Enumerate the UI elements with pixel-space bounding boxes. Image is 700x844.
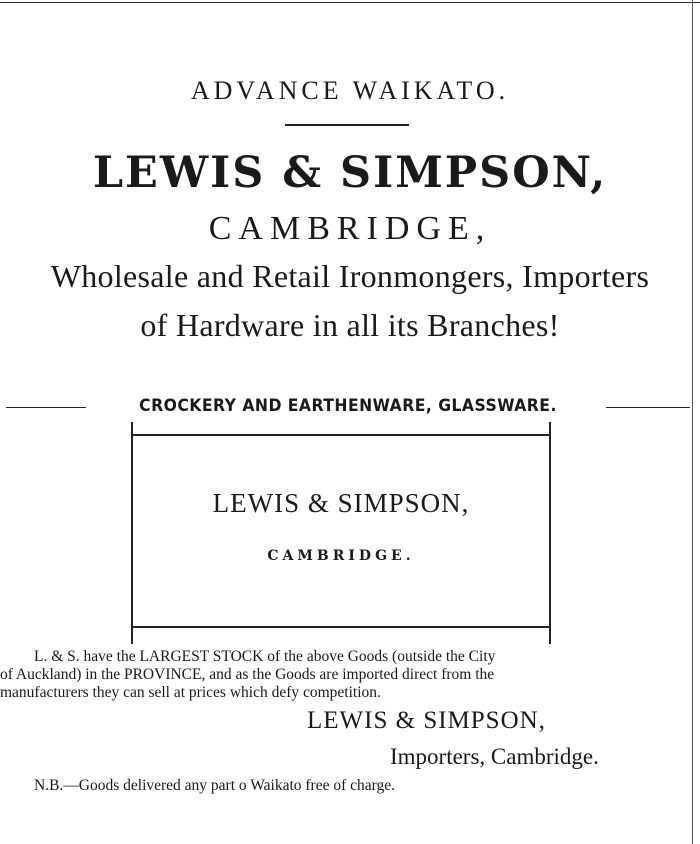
box-top-rule	[133, 434, 549, 436]
box-right-border	[549, 422, 551, 644]
signature-name: LEWIS & SIMPSON,	[307, 707, 546, 734]
goods-rule-right	[606, 407, 690, 408]
right-border-rule	[692, 0, 693, 844]
delivery-note: N.B.—Goods delivered any part o Waikato free of charge.	[34, 777, 396, 794]
description-line-2: of Hardware in all its Branches!	[140, 307, 560, 343]
box-town-name: CAMBRIDGE.	[267, 548, 415, 564]
body-line-1: L. & S. have the LARGEST STOCK of the above Goods (outside the City	[34, 648, 496, 665]
goods-line	[0, 396, 700, 420]
top-border-rule	[0, 2, 700, 3]
box-left-border	[131, 422, 133, 644]
box-bottom-rule	[133, 626, 549, 628]
body-paragraph	[0, 648, 692, 702]
goods-rule-left	[6, 407, 86, 408]
body-line-3: manufacturers they can sell at prices which defy competition.	[0, 684, 381, 701]
firm-name: LEWIS & SIMPSON,	[92, 148, 608, 198]
framed-box	[131, 422, 551, 644]
goods-line-text: CROCKERY AND EARTHENWARE, GLASSWARE.	[139, 396, 557, 416]
headline-divider	[285, 124, 409, 126]
headline: ADVANCE WAIKATO.	[190, 76, 510, 105]
signature-title: Importers, Cambridge.	[390, 744, 599, 769]
body-line-2: of Auckland) in the PROVINCE, and as the Goods are imported direct from the	[0, 666, 495, 683]
town-name: CAMBRIDGE,	[208, 210, 492, 247]
description-line-1: Wholesale and Retail Ironmongers, Importers	[50, 258, 650, 294]
box-firm-name: LEWIS & SIMPSON,	[212, 488, 470, 518]
